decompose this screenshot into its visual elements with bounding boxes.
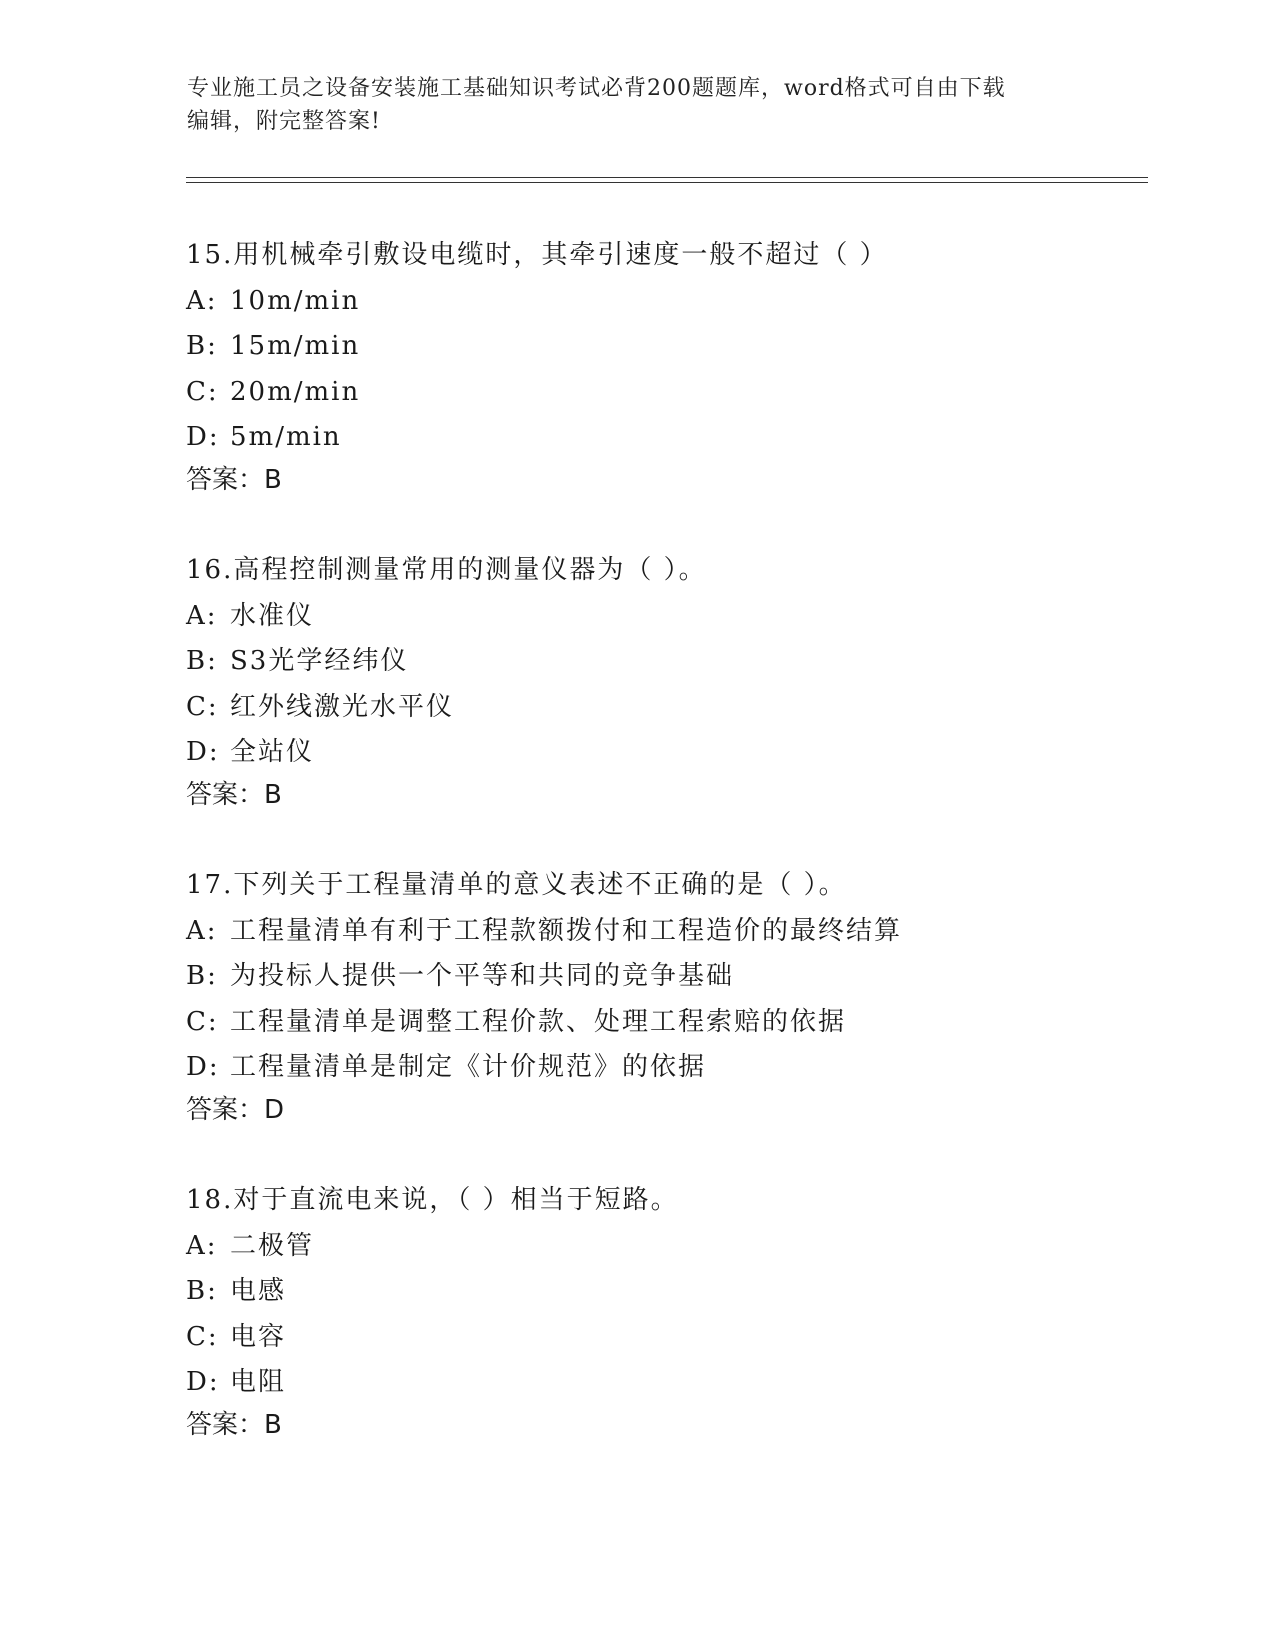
option-key: C: xyxy=(186,1006,219,1037)
option-key: B: xyxy=(186,331,218,362)
document-header xyxy=(187,72,1087,138)
question-17 xyxy=(186,870,1146,1125)
question-18 xyxy=(186,1185,1146,1440)
option-key: D: xyxy=(186,1052,220,1083)
option-c xyxy=(186,377,1146,407)
option-b xyxy=(186,1276,1146,1306)
question-16 xyxy=(186,555,1146,810)
option-d xyxy=(186,737,1146,767)
option-key: C: xyxy=(186,376,219,407)
option-d xyxy=(186,1367,1146,1397)
option-b xyxy=(186,961,1146,991)
option-text: 5m/min xyxy=(230,422,342,453)
option-key: D: xyxy=(186,422,220,453)
option-key: D: xyxy=(186,1367,220,1398)
option-b xyxy=(186,646,1146,676)
answer-line: 答案：B xyxy=(186,780,282,811)
option-d xyxy=(186,422,1146,452)
option-text: 15m/min xyxy=(230,331,361,362)
option-a xyxy=(186,1231,1146,1261)
answer-line: 答案：D xyxy=(186,1095,285,1126)
header-divider-top xyxy=(186,177,1148,178)
header-line-2: 编辑，附完整答案! xyxy=(187,109,381,134)
option-text: 电阻 xyxy=(230,1367,287,1398)
option-key: A: xyxy=(186,285,218,316)
option-c xyxy=(186,692,1146,722)
option-c xyxy=(186,1322,1146,1352)
question-15 xyxy=(186,240,1146,495)
option-key: C: xyxy=(186,1321,219,1352)
header-divider-bottom xyxy=(186,182,1148,183)
option-text: 全站仪 xyxy=(230,737,315,768)
question-stem: 16.高程控制测量常用的测量仪器为（ ）。 xyxy=(186,555,707,585)
option-a xyxy=(186,601,1146,631)
option-d xyxy=(186,1052,1146,1082)
question-stem: 17.下列关于工程量清单的意义表述不正确的是（ ）。 xyxy=(186,870,847,900)
option-text: 10m/min xyxy=(230,285,361,316)
option-text: 红外线激光水平仪 xyxy=(230,691,455,722)
option-text: 二极管 xyxy=(230,1230,315,1261)
option-text: 工程量清单有利于工程款额拨付和工程造价的最终结算 xyxy=(230,915,903,946)
header-line-1: 专业施工员之设备安装施工基础知识考试必背200题题库，word格式可自由下载 xyxy=(187,76,1006,101)
option-a xyxy=(186,286,1146,316)
option-key: B: xyxy=(186,1276,218,1307)
option-text: S3光学经纬仪 xyxy=(230,646,409,677)
question-stem: 18.对于直流电来说，（ ）相当于短路。 xyxy=(186,1185,679,1215)
option-text: 电容 xyxy=(230,1321,287,1352)
option-text: 水准仪 xyxy=(230,600,315,631)
option-text: 电感 xyxy=(230,1276,287,1307)
answer-line: 答案：B xyxy=(186,1410,282,1441)
question-stem: 15.用机械牵引敷设电缆时，其牵引速度一般不超过（ ） xyxy=(186,240,888,270)
option-key: C: xyxy=(186,691,219,722)
option-key: B: xyxy=(186,961,218,992)
option-text: 工程量清单是制定《计价规范》的依据 xyxy=(230,1052,707,1083)
option-text: 为投标人提供一个平等和共同的竞争基础 xyxy=(230,961,735,992)
answer-line: 答案：B xyxy=(186,465,282,496)
option-c xyxy=(186,1007,1146,1037)
option-a xyxy=(186,916,1146,946)
option-key: D: xyxy=(186,737,220,768)
option-key: B: xyxy=(186,646,218,677)
option-key: A: xyxy=(186,915,218,946)
option-b xyxy=(186,331,1146,361)
option-key: A: xyxy=(186,600,218,631)
option-text: 20m/min xyxy=(230,376,361,407)
option-key: A: xyxy=(186,1230,218,1261)
option-text: 工程量清单是调整工程价款、处理工程索赔的依据 xyxy=(230,1006,847,1037)
